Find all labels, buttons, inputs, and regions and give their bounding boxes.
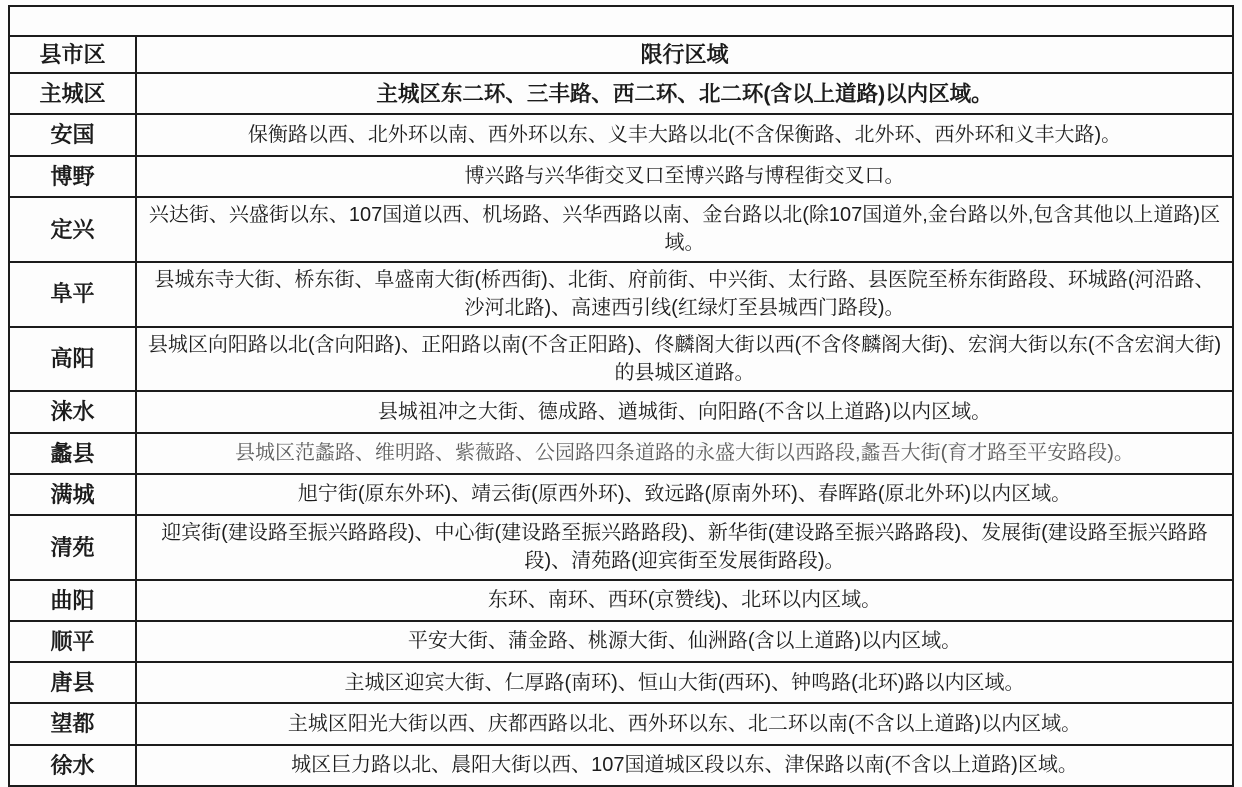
table-header-row [9,36,1233,73]
area-cell: 县城东寺大街、桥东街、阜盛南大街(桥西街)、北街、府前街、中兴街、太行路、县医院至桥东街路段、环城路(河沿路、沙河北路)、高速西引线(红绿灯至县城西门路段)。 [136,262,1233,327]
area-cell: 县城区范蠡路、维明路、紫薇路、公园路四条道路的永盛大街以西路段,蠡吾大街(育才路至平安路段)。 [136,433,1233,474]
table-row-主城区 [9,73,1233,114]
table-row-阜平 [9,262,1233,327]
area-cell: 县城区向阳路以北(含向阳路)、正阳路以南(不含正阳路)、佟麟阁大街以西(不含佟麟阁大街)、宏润大街以东(不含宏润大街)的县城区道路。 [136,327,1233,392]
district-cell: 徐水 [9,745,136,786]
district-cell: 蠡县 [9,433,136,474]
table-row-涞水 [9,391,1233,432]
restriction-table-body [9,73,1233,786]
table-row-高阳 [9,327,1233,392]
table-row-曲阳 [9,580,1233,621]
header-district-cell: 县市区 [9,36,136,73]
header-area-cell: 限行区域 [136,36,1233,73]
table-row-唐县 [9,662,1233,703]
district-cell: 满城 [9,474,136,515]
district-cell: 涞水 [9,391,136,432]
table-row-博野 [9,156,1233,197]
district-cell: 主城区 [9,73,136,114]
area-cell: 平安大街、蒲金路、桃源大街、仙洲路(含以上道路)以内区域。 [136,621,1233,662]
area-cell: 主城区东二环、三丰路、西二环、北二环(含以上道路)以内区域。 [136,73,1233,114]
area-cell: 博兴路与兴华街交叉口至博兴路与博程街交叉口。 [136,156,1233,197]
top-spacer-cell [9,6,1233,36]
table-row-望都 [9,703,1233,744]
district-cell: 博野 [9,156,136,197]
area-cell: 旭宁街(原东外环)、靖云街(原西外环)、致远路(原南外环)、春晖路(原北外环)以内区域。 [136,474,1233,515]
district-cell: 高阳 [9,327,136,392]
district-cell: 唐县 [9,662,136,703]
area-cell: 主城区迎宾大街、仁厚路(南环)、恒山大街(西环)、钟鸣路(北环)路以内区域。 [136,662,1233,703]
district-cell: 阜平 [9,262,136,327]
area-cell: 主城区阳光大街以西、庆都西路以北、西外环以东、北二环以南(不含以上道路)以内区域。 [136,703,1233,744]
area-cell: 城区巨力路以北、晨阳大街以西、107国道城区段以东、津保路以南(不含以上道路)区域。 [136,745,1233,786]
area-cell: 兴达街、兴盛街以东、107国道以西、机场路、兴华西路以南、金台路以北(除107国道外,金台路以外,包含其他以上道路)区域。 [136,197,1233,262]
table-row-蠡县 [9,433,1233,474]
district-cell: 安国 [9,114,136,155]
district-cell: 定兴 [9,197,136,262]
area-cell: 保衡路以西、北外环以南、西外环以东、义丰大路以北(不含保衡路、北外环、西外环和义丰大路)。 [136,114,1233,155]
area-cell: 东环、南环、西环(京赞线)、北环以内区域。 [136,580,1233,621]
table-row-定兴 [9,197,1233,262]
table-row-满城 [9,474,1233,515]
district-cell: 顺平 [9,621,136,662]
table-row-安国 [9,114,1233,155]
table-row-顺平 [9,621,1233,662]
district-cell: 望都 [9,703,136,744]
table-top-spacer-row [9,6,1233,36]
area-cell: 迎宾街(建设路至振兴路路段)、中心街(建设路至振兴路路段)、新华街(建设路至振兴路路段)、发展街(建设路至振兴路路段)、清苑路(迎宾街至发展街路段)。 [136,515,1233,580]
restriction-table [8,5,1234,787]
table-row-清苑 [9,515,1233,580]
district-cell: 清苑 [9,515,136,580]
area-cell: 县城祖冲之大街、德成路、遒城街、向阳路(不含以上道路)以内区域。 [136,391,1233,432]
district-cell: 曲阳 [9,580,136,621]
